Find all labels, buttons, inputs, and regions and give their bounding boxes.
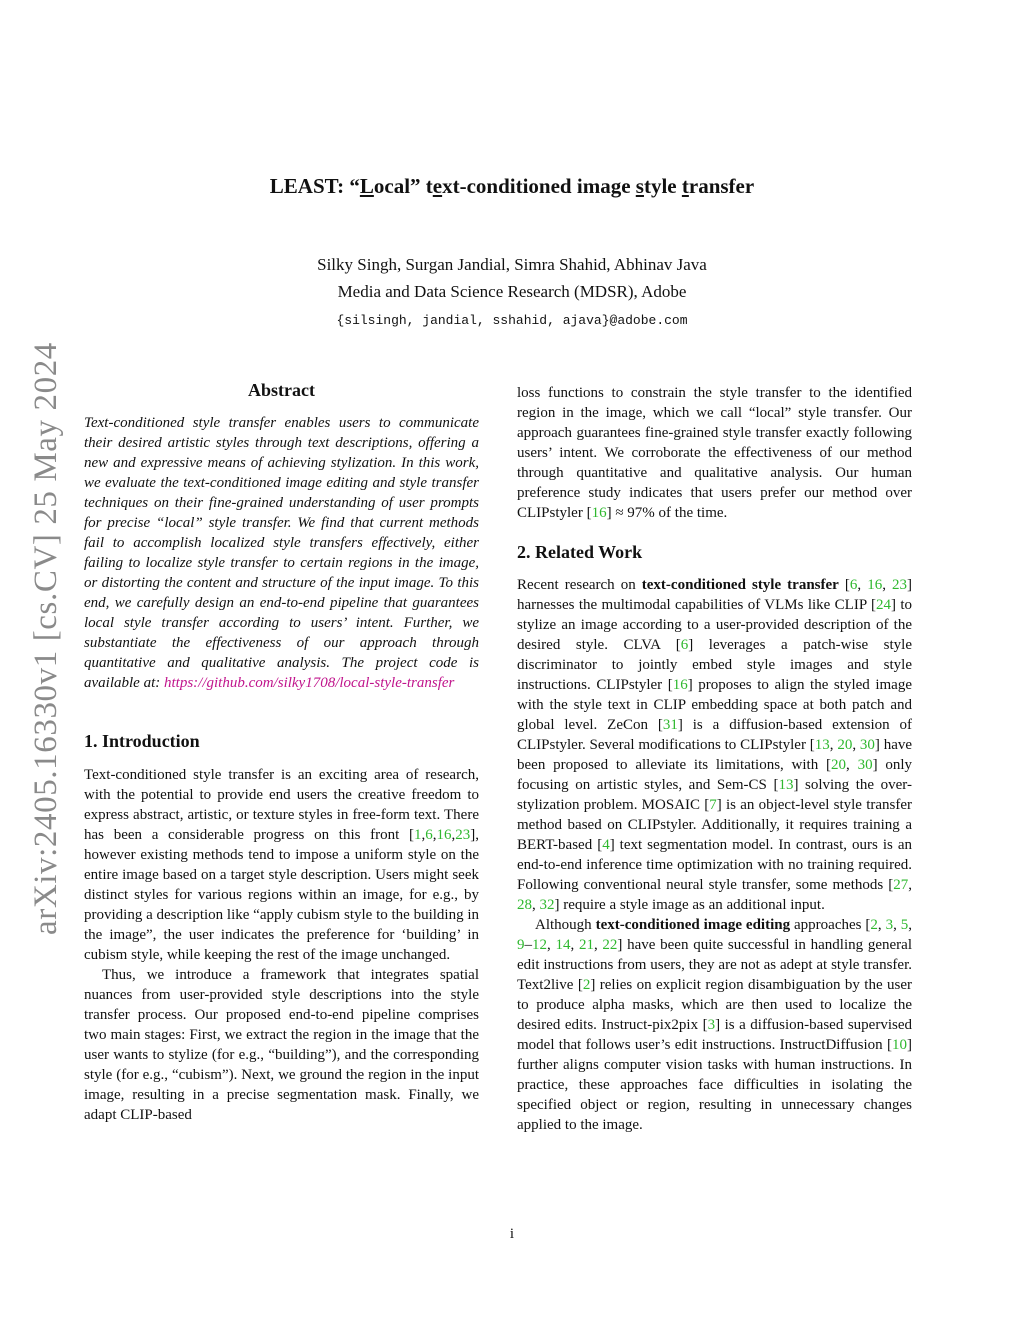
citation-link[interactable]: 16 [867, 577, 883, 593]
citation-link[interactable]: 9 [517, 937, 525, 953]
citation-link[interactable]: 24 [875, 597, 891, 613]
citation-link[interactable]: 7 [709, 797, 717, 813]
introduction-heading: 1. Introduction [84, 731, 200, 751]
citation-link[interactable]: 21 [578, 937, 594, 953]
citation-link[interactable]: 2 [582, 977, 591, 993]
citation-link[interactable]: 30 [857, 757, 873, 773]
citation-link[interactable]: 28 [517, 897, 532, 913]
related-paragraph-2: Although text-conditioned image editing approaches [2, 3, 5, 9–12, 14, 21, 22] have been quite successful in handling general edit instructions from users, they are not as adept at style transfer. Text2live [2] relies on explicit region disambiguation by the user to produce alpha masks, which are then used to localize the desired edits. Instruct-pix2pix [3] is a diffusion-based supervised model that follows user’s edit instructions. InstructDiffusion [10] further aligns computer vision tasks with human instructions. In practice, these approaches face difficulties in isolating the specified object or region, resulting in unnecessary changes applied to the image. [517, 917, 913, 1133]
citation-link[interactable]: 6 [680, 637, 689, 653]
author-list: Silky Singh, Surgan Jandial, Simra Shahid, Abhinav Java [317, 255, 707, 274]
citation-link[interactable]: 4 [602, 837, 610, 853]
citation-link[interactable]: 31 [662, 717, 678, 733]
citation-link[interactable]: 13 [814, 737, 830, 753]
arxiv-identifier: arXiv:2405.16330v1 [cs.CV] 25 May 2024 [28, 342, 64, 935]
affiliation: Media and Data Science Research (MDSR), Adobe [337, 282, 687, 301]
citation-link[interactable]: 16 [672, 677, 688, 693]
citation-link[interactable]: 12 [532, 937, 547, 953]
intro-paragraph-2: Thus, we introduce a framework that integrates spatial nuances from user-provided style descriptions into the style transfer process. Our proposed end-to-end pipeline comprises two main stages: First, we extract the region in the image that the user wants to stylize (for e.g., “building”), and the corresponding style (for e.g., “cubism”). Next, we ground the region in the input image, resulting in a precise segmentation mask. Finally, we adapt CLIP-based [84, 967, 479, 1123]
citation-link[interactable]: 5 [900, 917, 909, 933]
intro-paragraph-1: Text-conditioned style transfer is an exciting area of research, with the potential to provide end users the creative freedom to express abstract, artistic, or texture styles in free-form text. There has been a considerable progress on this front [1,6,16,23], however existing methods tend to impose a uniform style on the entire image based on a target style description. Users might seek distinct styles for various regions within an image, for e.g., by providing a description like “apply cubism style to the building in the image”, the user indicates the preference for ‘building’ in cubism style, while keeping the rest of the image unchanged. [84, 767, 479, 963]
citation-link[interactable]: 27 [893, 877, 909, 893]
citation-link[interactable]: 23 [455, 827, 471, 843]
abstract-text: Text-conditioned style transfer enables users to communicate their desired artistic styles through text descriptions, offering a new and expressive means of achieving stylization. In this work, we evaluate the text-conditioned image editing and style transfer techniques on their fine-grained understanding of user prompts for precise “local” style transfer. We find that current methods fail to accomplish localized style transfers effectively, either failing to localize style transfer to certain regions in the image, or distorting the content and structure of the input image. To this end, we carefully design an end-to-end pipeline that guarantees local style transfer according to users’ intent. Further, we substantiate the effectiveness of our approach through quantitative and qualitative analysis. The project code is available at: https://github.com/silky1708/local-style-transfer [84, 415, 479, 691]
citation-link[interactable]: 16 [436, 827, 452, 843]
citation-link[interactable]: 32 [539, 897, 555, 913]
citation-link[interactable]: 16 [591, 505, 607, 521]
related-paragraph-1: Recent research on text-conditioned style transfer [6, 16, 23] harnesses the multimodal capabilities of VLMs like CLIP [24] to stylize an image according to a user-provided description of the desired style. CLVA [6] leverages a patch-wise style discriminator to jointly embed style images and style instructions. CLIPstyler [16] proposes to align the styled image with the style text in CLIP embedding space at both patch and global level. ZeCon [31] is a diffusion-based extension of CLIPstyler. Several modifications to CLIPstyler [13, 20, 30] have been proposed to alleviate its limitations, with [20, 30] only focusing on artistic styles, and Sem-CS [13] solving the over-stylization problem. MOSAIC [7] is an object-level style transfer method based on CLIPstyler. Additionally, it requires training a BERT-based [4] text segmentation model. In contrast, ours is an end-to-end inference time optimization with no training required. Following conventional neural style transfer, some methods [27, 28, 32] require a style image as an additional input. [517, 577, 913, 913]
citation-link[interactable]: 3 [707, 1017, 716, 1033]
abstract-heading: Abstract [248, 380, 315, 400]
author-emails: {silsingh, jandial, sshahid, ajava}@adobe.com [336, 313, 688, 328]
left-column [84, 380, 479, 1125]
citation-link[interactable]: 2 [870, 917, 878, 933]
citation-link[interactable]: 6 [425, 827, 433, 843]
citation-link[interactable]: 10 [892, 1037, 907, 1053]
citation-link[interactable]: 23 [892, 577, 908, 593]
right-column [517, 383, 912, 1135]
paper-title: LEAST: “Local” text-conditioned image style transfer [269, 174, 755, 198]
citation-link[interactable]: 6 [849, 577, 858, 593]
citation-link[interactable]: 14 [555, 937, 571, 953]
citation-link[interactable]: 13 [778, 777, 794, 793]
intro-paragraph-continued: loss functions to constrain the style transfer to the identified region in the image, which we call “local” style transfer. Our approach guarantees fine-grained style transfer exactly following users’ intent. We corroborate the effectiveness of our method through quantitative and qualitative analysis. Our human preference study indicates that users prefer our method over CLIPstyler [16] ≈ 97% of the time. [517, 385, 912, 521]
citation-link[interactable]: 20 [837, 737, 853, 753]
project-code-link[interactable]: https://github.com/silky1708/local-style-transfer [163, 675, 455, 691]
citation-link[interactable]: 20 [831, 757, 847, 773]
related-work-heading: 2. Related Work [517, 542, 643, 562]
citation-link[interactable]: 1 [414, 827, 422, 843]
citation-link[interactable]: 30 [859, 737, 875, 753]
page-number: i [509, 1226, 515, 1242]
citation-link[interactable]: 3 [885, 917, 894, 933]
citation-link[interactable]: 22 [602, 937, 618, 953]
